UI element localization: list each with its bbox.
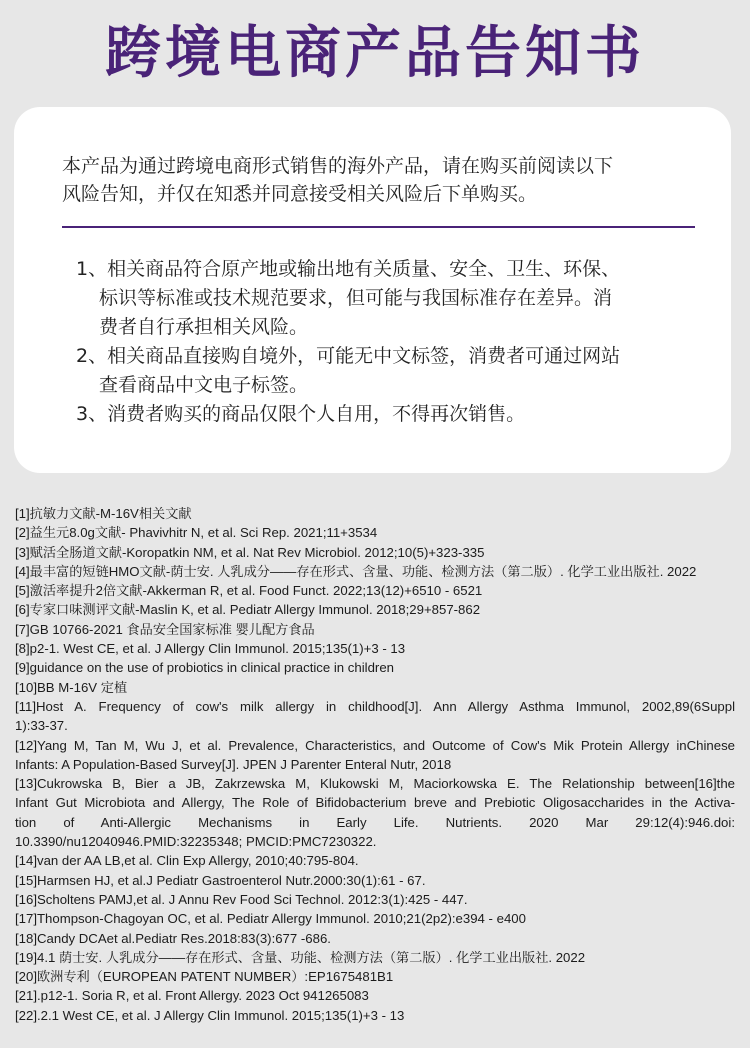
reference-line: [18]Candy DCAet al.Pediatr Res.2018:83(3):677 -686. — [15, 930, 331, 946]
reference-line: 10.3390/nu12040946.PMID:32235348; PMCID:PMC7230322. — [15, 834, 377, 850]
reference-line: [7]GB 10766-2021 食品安全国家标准 婴儿配方食品 — [15, 621, 315, 637]
risk-item-1: 1、相关商品符合原产地或输出地有关质量、安全、卫生、环保、 — [76, 258, 621, 280]
reference-line: [22].2.1 West CE, et al. J Allergy Clin Immunol. 2015;135(1)+3 - 13 — [15, 1007, 405, 1023]
reference-line: 1):33-37. — [15, 718, 68, 734]
reference-line: [6]专家口味测评文献-Maslin K, et al. Pediatr Allergy Immunol. 2018;29+857-862 — [15, 602, 481, 618]
reference-line: [19]4.1 荫士安. 人乳成分——存在形式、含量、功能、检测方法（第二版）. 化学工业出版社. 2022 — [15, 949, 586, 965]
reference-line: [16]Scholtens PAMJ,et al. J Annu Rev Food Sci Technol. 2012:3(1):425 - 447. — [15, 891, 468, 907]
risk-item-3: 3、消费者购买的商品仅限个人自用，不得再次销售。 — [76, 403, 526, 425]
reference-line: Infants: A Population-Based Survey[J]. JPEN J Parenter Enteral Nutr, 2018 — [15, 756, 452, 772]
reference-line: [10]BB M-16V 定植 — [15, 679, 128, 695]
reference-line: [21].p12-1. Soria R, et al. Front Allergy. 2023 Oct 941265083 — [15, 988, 369, 1004]
reference-line: [2]益生元8.0g文献- Phavivhitr N, et al. Sci Rep. 2021;11+3534 — [15, 525, 378, 541]
page-title: 跨境电商产品告知书 — [105, 21, 645, 86]
reference-line: tion of Anti-Allergic Mechanisms in Early Life. Nutrients. 2020 Mar 29:12(4):946.doi: — [15, 814, 735, 830]
reference-line: Infant Gut Microbiota and Allergy, The Role of Bifidobacterium breve and Prebiotic Oligosaccharides in the Activa- — [15, 795, 735, 811]
intro-text — [62, 152, 692, 208]
divider — [62, 226, 695, 228]
intro-line: 风险告知，并仅在知悉并同意接受相关风险后下单购买。 — [62, 183, 538, 205]
reference-line: [17]Thompson-Chagoyan OC, et al. Pediatr Allergy Immunol. 2010;21(2p2):e394 - e400 — [15, 911, 526, 927]
reference-list — [15, 504, 735, 1025]
intro-line: 本产品为通过跨境电商形式销售的海外产品，请在购买前阅读以下 — [62, 155, 614, 177]
reference-line: [12]Yang M, Tan M, Wu J, et al. Prevalence, Characteristics, and Outcome of Cow's Mik Protein Allergy inChinese — [15, 737, 735, 753]
risk-item-2: 2、相关商品直接购自境外，可能无中文标签，消费者可通过网站 — [76, 345, 621, 367]
risk-item-1-line-2: 标识等标准或技术规范要求，但可能与我国标准存在差异。消 — [99, 287, 613, 309]
reference-line: [13]Cukrowska B, Bier a JB, Zakrzewska M, Klukowski M, Maciorkowska E. The Relationship between[16]the — [15, 776, 735, 792]
reference-line: [3]赋活全肠道文献-Koropatkin NM, et al. Nat Rev Microbiol. 2012;10(5)+323-335 — [15, 544, 485, 560]
reference-line: [14]van der AA LB,et al. Clin Exp Allergy, 2010;40:795-804. — [15, 853, 359, 869]
reference-line: [9]guidance on the use of probiotics in clinical practice in children — [15, 660, 394, 676]
reference-line: [11]Host A. Frequency of cow's milk allergy in childhood[J]. Ann Allergy Asthma Immunol, 2002,89(6Suppl — [15, 698, 735, 714]
reference-line: [1]抗敏力文献-M-16V相关文献 — [15, 506, 192, 521]
risk-item-2-line-2: 查看商品中文电子标签。 — [99, 374, 309, 396]
reference-line: [8]p2-1. West CE, et al. J Allergy Clin Immunol. 2015;135(1)+3 - 13 — [15, 641, 406, 657]
reference-line: [15]Harmsen HJ, et al.J Pediatr Gastroenterol Nutr.2000:30(1):61 - 67. — [15, 872, 426, 888]
notice-card — [14, 107, 731, 473]
risk-item-1-line-3: 费者自行承担相关风险。 — [99, 316, 309, 338]
reference-line: [20]欧洲专利（EUROPEAN PATENT NUMBER）:EP1675481B1 — [15, 969, 394, 985]
risk-list — [76, 255, 696, 429]
reference-line: [4]最丰富的短链HMO文献-荫士安. 人乳成分——存在形式、含量、功能、检测方法（第二版）. 化学工业出版社. 2022 — [15, 563, 697, 579]
reference-line: [5]激活率提升2倍文献-Akkerman R, et al. Food Funct. 2022;13(12)+6510 - 6521 — [15, 583, 483, 599]
